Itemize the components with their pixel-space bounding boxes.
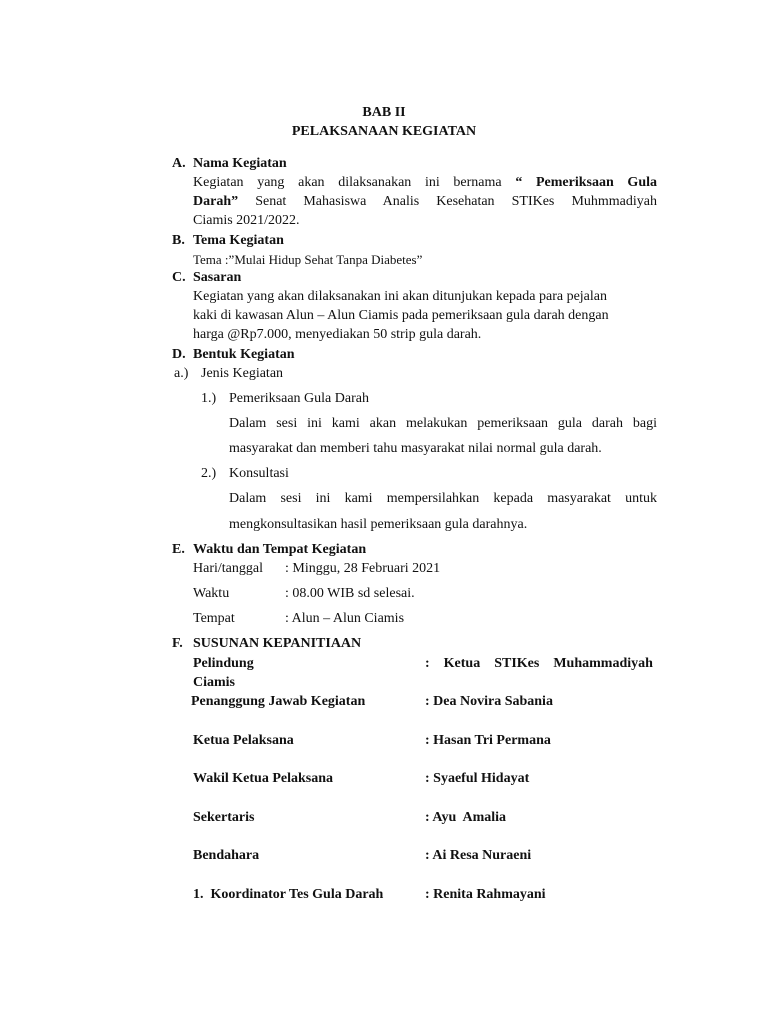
committee-value-2: : Hasan Tri Permana (425, 733, 551, 748)
section-b-title: Tema Kegiatan (193, 233, 284, 248)
committee-value-3: : Syaeful Hidayat (425, 771, 530, 786)
chapter-heading: BAB II (362, 105, 406, 120)
committee-role-3: Wakil Ketua Pelaksana (193, 771, 334, 786)
activity-2-desc-2: mengkonsultasikan hasil pemeriksaan gula darahnya. (229, 517, 528, 532)
schedule-value-time: : 08.00 WIB sd selesai. (285, 586, 415, 601)
committee-value-patron: : Ketua STIKes Muhammadiyah (425, 656, 653, 671)
schedule-value-place: : Alun – Alun Ciamis (285, 611, 405, 626)
section-a-title: Nama Kegiatan (193, 156, 287, 171)
section-f-marker: F. (172, 636, 183, 651)
schedule-label-day: Hari/tanggal (193, 561, 263, 576)
committee-value-6: : Renita Rahmayani (425, 887, 546, 902)
committee-role-patron: Pelindung (193, 656, 254, 671)
activity-2-number: 2.) (201, 466, 217, 481)
section-e-title: Waktu dan Tempat Kegiatan (193, 542, 367, 557)
section-c-marker: C. (172, 270, 186, 285)
section-a-marker: A. (172, 156, 186, 171)
committee-role-5: Bendahara (193, 848, 260, 863)
activity-1-number: 1.) (201, 391, 217, 406)
schedule-label-time: Waktu (193, 586, 230, 601)
section-e-marker: E. (172, 542, 185, 557)
activity-1-desc-1: Dalam sesi ini kami akan melakukan pemeriksaan gula darah bagi (229, 416, 657, 431)
section-a-line-1: Kegiatan yang akan dilaksanakan ini bernama “ Pemeriksaan Gula (193, 175, 657, 190)
section-b-marker: B. (172, 233, 185, 248)
section-c-line-1: Kegiatan yang akan dilaksanakan ini akan ditunjukan kepada para pejalan (193, 289, 607, 304)
section-b-text: Tema :”Mulai Hidup Sehat Tanpa Diabetes” (193, 252, 423, 267)
activity-2-name: Konsultasi (229, 466, 289, 481)
section-c-line-2: kaki di kawasan Alun – Alun Ciamis pada pemeriksaan gula darah dengan (193, 308, 609, 323)
section-c-line-3: harga @Rp7.000, menyediakan 50 strip gula darah. (193, 327, 482, 342)
schedule-label-place: Tempat (193, 611, 235, 626)
activity-2-desc-1: Dalam sesi ini kami mempersilahkan kepada masyarakat untuk (229, 491, 657, 506)
committee-value-1: : Dea Novira Sabania (425, 694, 553, 709)
section-a-line-3: Ciamis 2021/2022. (193, 213, 300, 228)
committee-role-4: Sekertaris (193, 810, 255, 825)
activity-1-desc-2: masyarakat dan memberi tahu masyarakat nilai normal gula darah. (229, 441, 602, 456)
section-f-title: SUSUNAN KEPANITIAAN (193, 636, 362, 651)
section-a-line-2: Darah” Senat Mahasiswa Analis Kesehatan STIKes Muhmmadiyah (193, 194, 657, 209)
committee-value-5: : Ai Resa Nuraeni (425, 848, 532, 863)
committee-role-1: Penanggung Jawab Kegiatan (191, 694, 366, 709)
activity-1-name: Pemeriksaan Gula Darah (229, 391, 369, 406)
schedule-value-day: : Minggu, 28 Februari 2021 (285, 561, 441, 576)
committee-role-6: 1. Koordinator Tes Gula Darah (193, 887, 384, 902)
committee-value-4: : Ayu Amalia (425, 810, 507, 825)
section-d-marker: D. (172, 347, 186, 362)
chapter-title: PELAKSANAAN KEGIATAN (291, 124, 477, 139)
section-d-title: Bentuk Kegiatan (193, 347, 295, 362)
committee-value-patron-wrap: Ciamis (193, 675, 235, 690)
section-d-sub-title: Jenis Kegiatan (201, 366, 284, 381)
section-c-title: Sasaran (193, 270, 242, 285)
committee-role-2: Ketua Pelaksana (193, 733, 294, 748)
section-d-sub-marker: a.) (174, 366, 189, 381)
